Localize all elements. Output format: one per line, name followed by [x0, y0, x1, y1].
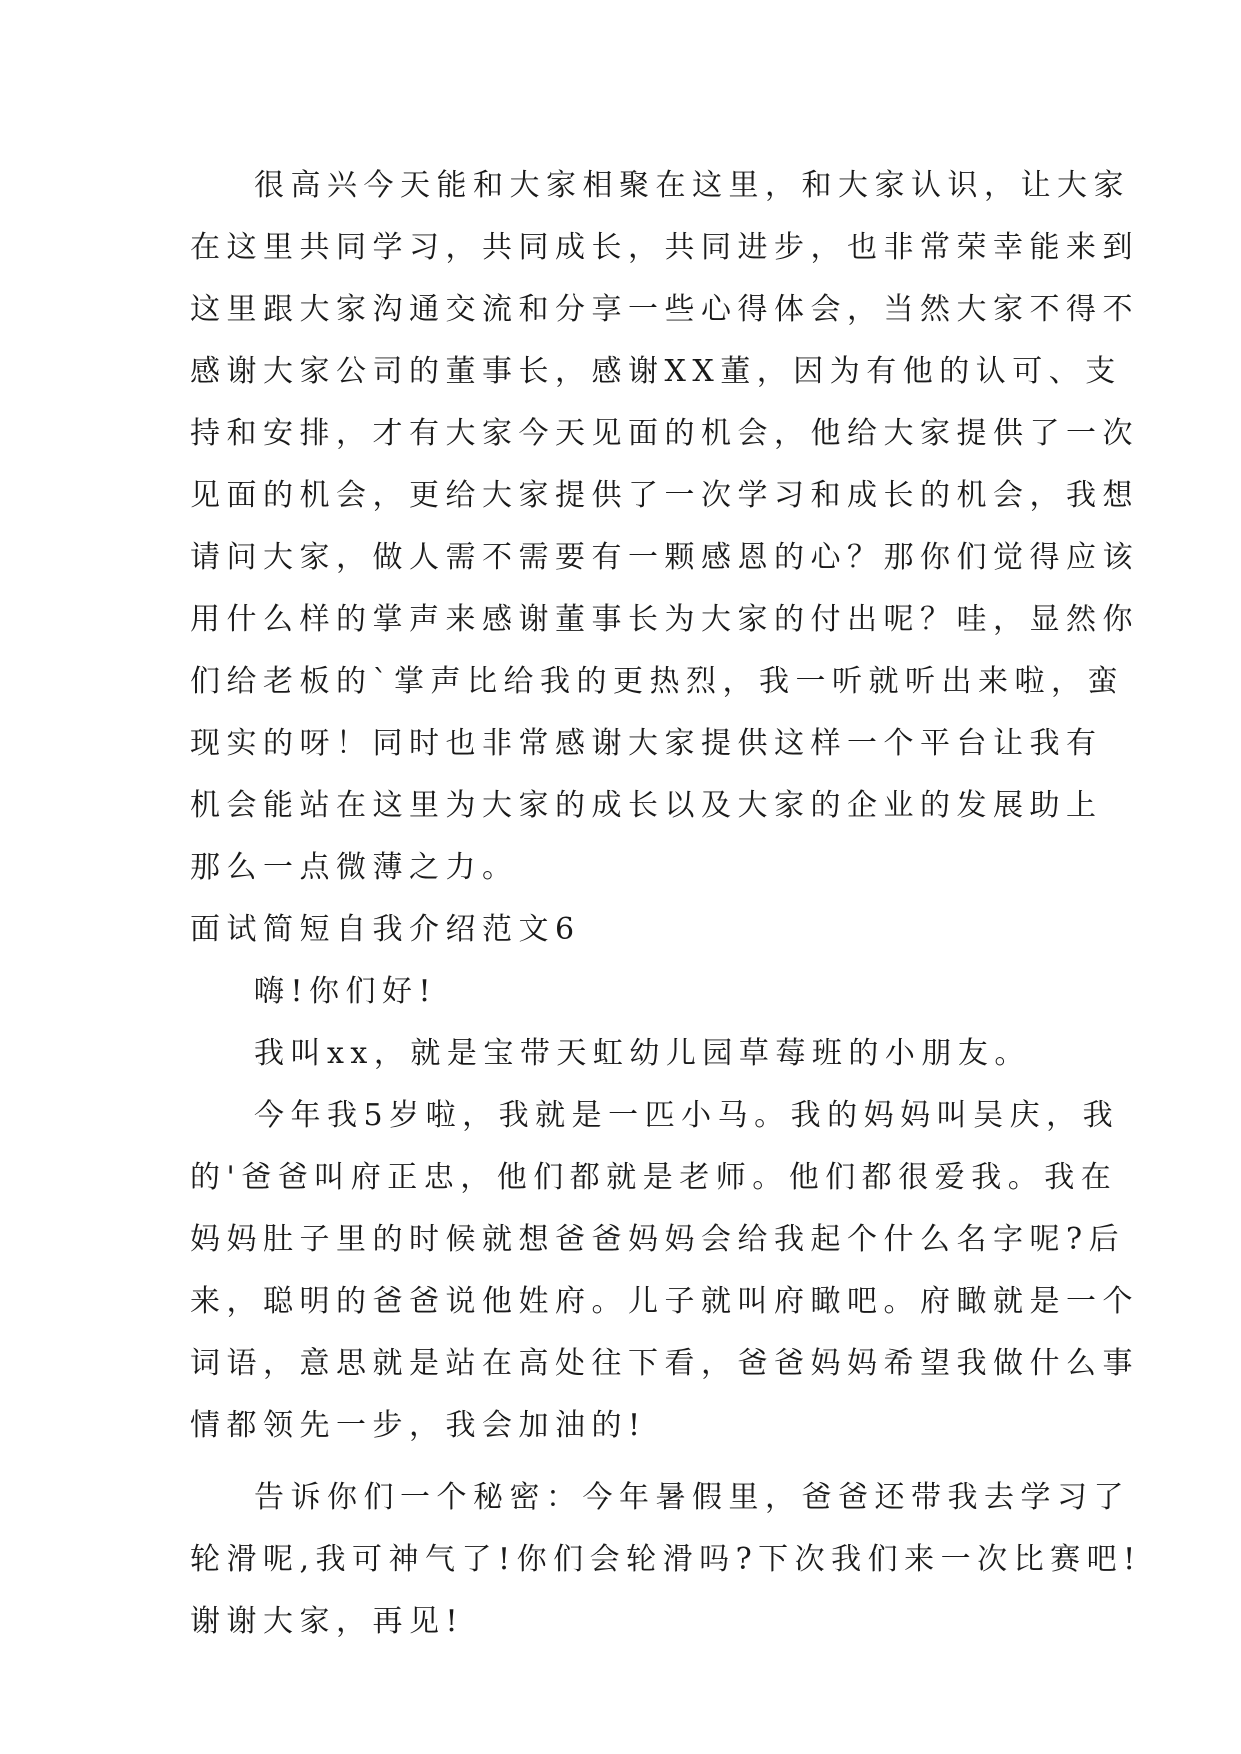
text-line: 的'爸爸叫府正忠，他们都就是老师。他们都很爱我。我在	[190, 1160, 1118, 1195]
text-line: 持和安排，才有大家今天见面的机会，他给大家提供了一次	[190, 416, 1139, 451]
paragraph-gap	[190, 1457, 1070, 1467]
text-line: 谢谢大家，再见!	[190, 1604, 465, 1639]
text-line: 词语，意思就是站在高处往下看，爸爸妈妈希望我做什么事	[190, 1346, 1139, 1381]
text-line: 感谢大家公司的董事长，感谢XX董，因为有他的认可、支	[190, 354, 1122, 389]
paragraph-speech	[190, 155, 1139, 899]
text-line: 机会能站在这里为大家的成长以及大家的企业的发展助上	[190, 788, 1103, 823]
text-line: 用什么样的掌声来感谢董事长为大家的付出呢？哇，显然你	[190, 602, 1139, 637]
text-line: 在这里共同学习，共同成长，共同进步，也非常荣幸能来到	[190, 230, 1139, 265]
text-line: 情都领先一步，我会加油的!	[190, 1408, 647, 1443]
document-body	[190, 155, 1142, 1653]
text-line: 见面的机会，更给大家提供了一次学习和成长的机会，我想	[190, 478, 1139, 513]
paragraph-self-intro	[190, 1085, 1139, 1457]
text-line: 很高兴今天能和大家相聚在这里，和大家认识，让大家	[254, 168, 1130, 203]
text-line: 那么一点微薄之力。	[190, 850, 519, 885]
text-line: 来，聪明的爸爸说他姓府。儿子就叫府瞰吧。府瞰就是一个	[190, 1284, 1139, 1319]
text-line: 今年我5岁啦，我就是一匹小马。我的妈妈叫吴庆，我	[254, 1098, 1120, 1133]
text-line: 这里跟大家沟通交流和分享一些心得体会，当然大家不得不	[190, 292, 1139, 327]
section-heading: 面试简短自我介绍范文6	[190, 912, 581, 947]
text-line: 告诉你们一个秘密：今年暑假里，爸爸还带我去学习了	[254, 1480, 1130, 1515]
text-line: 妈妈肚子里的时候就想爸爸妈妈会给我起个什么名字呢?后	[190, 1222, 1126, 1257]
text-line: 现实的呀！同时也非常感谢大家提供这样一个平台让我有	[190, 726, 1103, 761]
text-line: 请问大家，做人需不需要有一颗感恩的心？那你们觉得应该	[190, 540, 1139, 575]
paragraph-secret	[190, 1467, 1142, 1653]
text-line: 们给老板的`掌声比给我的更热烈，我一听就听出来啦，蛮	[190, 664, 1124, 699]
intro-line: 我叫xx，就是宝带天虹幼儿园草莓班的小朋友。	[254, 1036, 1031, 1071]
greeting-line: 嗨!你们好!	[254, 974, 438, 1009]
text-line: 轮滑呢,我可神气了!你们会轮滑吗?下次我们来一次比赛吧!	[190, 1542, 1142, 1577]
